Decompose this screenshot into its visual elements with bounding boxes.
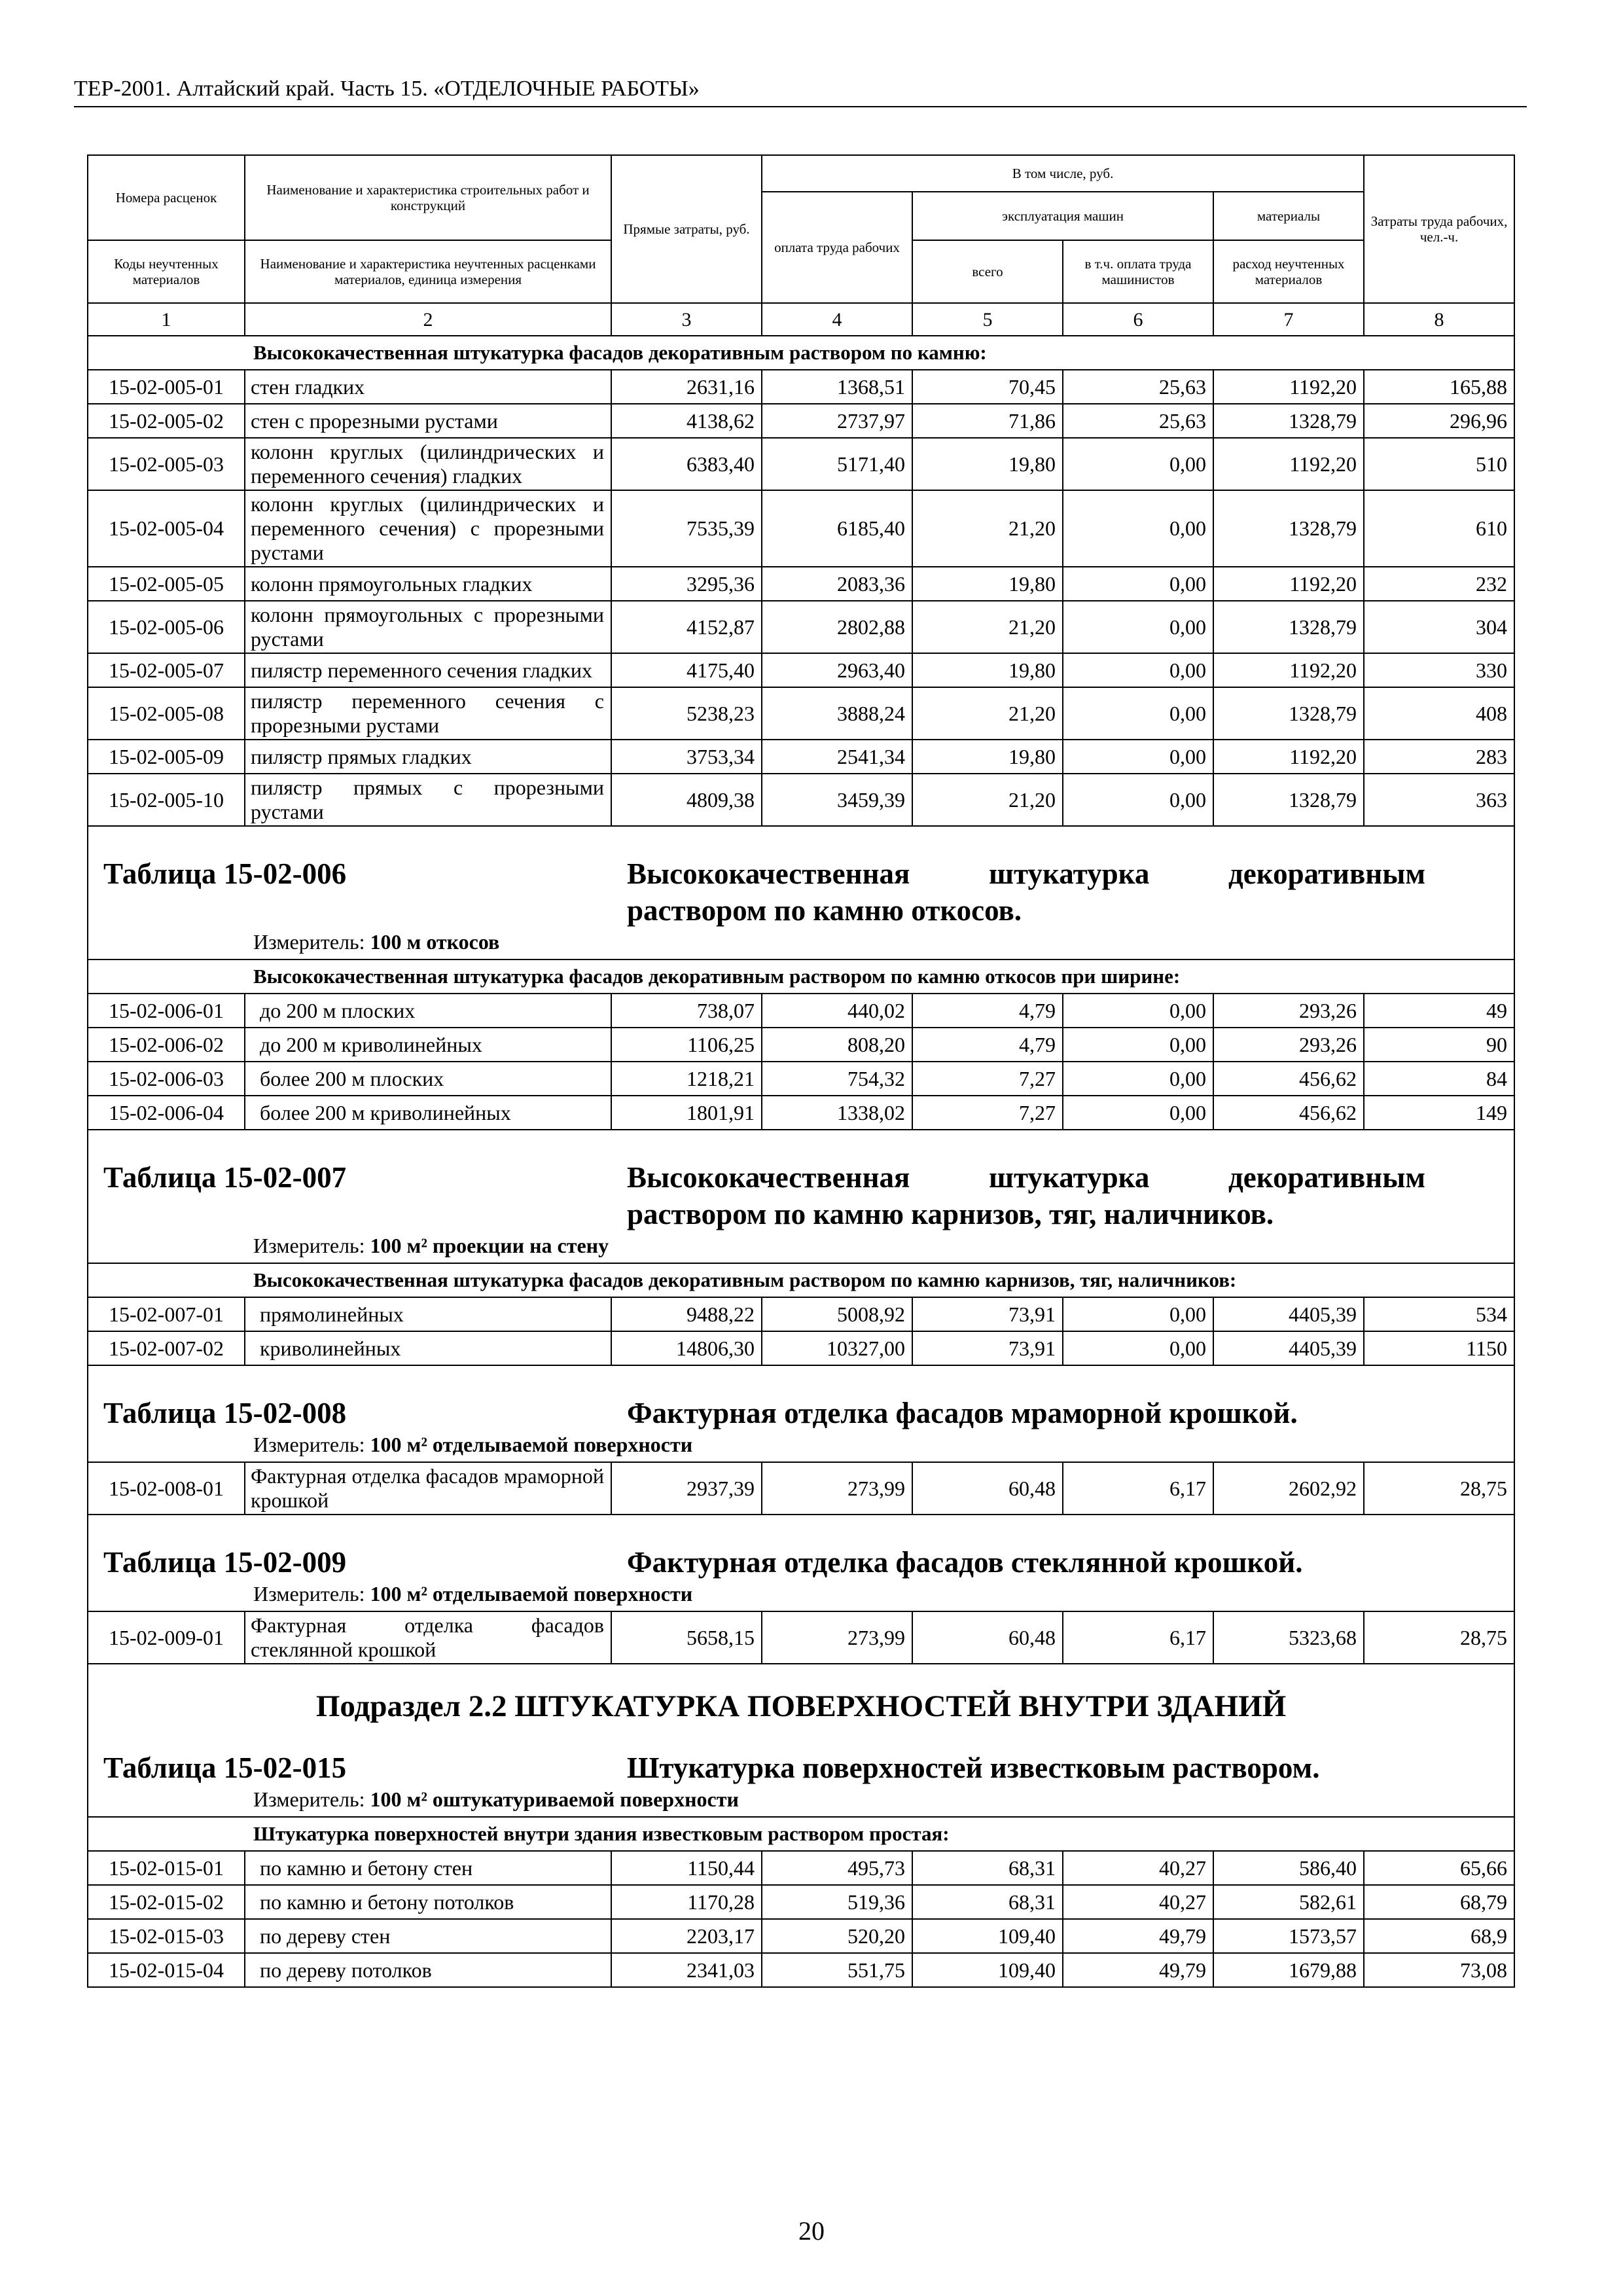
table-row xyxy=(88,370,1514,404)
col-number: 3 xyxy=(611,303,762,336)
measure-label: Измеритель: xyxy=(253,1234,365,1257)
value-c5: 19,80 xyxy=(912,740,1063,774)
value-c3: 2341,03 xyxy=(611,1953,762,1987)
value-c7: 1328,79 xyxy=(1213,601,1364,653)
value-c5: 21,20 xyxy=(912,774,1063,826)
value-c6: 0,00 xyxy=(1063,994,1213,1028)
col-header-machines-labor: в т.ч. оплата труда машинистов xyxy=(1063,240,1213,303)
value-c7: 586,40 xyxy=(1213,1851,1364,1885)
table-row xyxy=(88,687,1514,740)
rate-name: до 200 м криволинейных xyxy=(245,1028,611,1062)
rate-name: криволинейных xyxy=(245,1331,611,1365)
value-c3: 1150,44 xyxy=(611,1851,762,1885)
col-header-labor: оплата труда рабочих xyxy=(762,192,912,303)
col-header-machines-total: всего xyxy=(912,240,1063,303)
col-number: 7 xyxy=(1213,303,1364,336)
table-title xyxy=(88,1515,1514,1581)
rate-code: 15-02-005-10 xyxy=(88,774,245,826)
group-heading: Высококачественная штукатурка фасадов декоративным раствором по камню откосов при ширине: xyxy=(88,960,1514,994)
rate-name: по дереву стен xyxy=(245,1919,611,1953)
value-c5: 21,20 xyxy=(912,601,1063,653)
value-c8: 330 xyxy=(1364,653,1514,687)
value-c8: 510 xyxy=(1364,438,1514,490)
value-c4: 1338,02 xyxy=(762,1096,912,1130)
value-c7: 4405,39 xyxy=(1213,1297,1364,1331)
rate-code: 15-02-015-01 xyxy=(88,1851,245,1885)
table-row xyxy=(88,1297,1514,1331)
subsection-title: Подраздел 2.2 ШТУКАТУРКА ПОВЕРХНОСТЕЙ ВНУТРИ ЗДАНИЙ xyxy=(315,1689,1287,1723)
col-header-machines: эксплуатация машин xyxy=(912,192,1213,240)
col-header-labor-cost: Затраты труда рабочих, чел.-ч. xyxy=(1364,155,1514,303)
value-c8: 232 xyxy=(1364,567,1514,601)
table-name: Фактурная отделка фасадов мраморной крошкой. xyxy=(627,1397,1298,1429)
rate-name: колонн круглых (цилиндрических и переменного сечения) гладких xyxy=(245,438,611,490)
value-c5: 19,80 xyxy=(912,653,1063,687)
value-c3: 738,07 xyxy=(611,994,762,1028)
value-c3: 4809,38 xyxy=(611,774,762,826)
value-c8: 28,75 xyxy=(1364,1611,1514,1664)
rate-code: 15-02-006-03 xyxy=(88,1062,245,1096)
value-c8: 610 xyxy=(1364,490,1514,567)
value-c4: 495,73 xyxy=(762,1851,912,1885)
rate-name: до 200 м плоских xyxy=(245,994,611,1028)
value-c5: 73,91 xyxy=(912,1297,1063,1331)
value-c3: 3295,36 xyxy=(611,567,762,601)
rate-code: 15-02-007-02 xyxy=(88,1331,245,1365)
table-caption xyxy=(88,1130,1514,1263)
value-c4: 551,75 xyxy=(762,1953,912,1987)
col-header-name-unacc: Наименование и характеристика неучтенных расценками материалов, единица измерения xyxy=(245,240,611,303)
table-row xyxy=(88,1028,1514,1062)
value-c4: 2963,40 xyxy=(762,653,912,687)
value-c7: 1192,20 xyxy=(1213,740,1364,774)
group-row xyxy=(88,336,1514,370)
rate-code: 15-02-006-01 xyxy=(88,994,245,1028)
value-c8: 90 xyxy=(1364,1028,1514,1062)
value-c6: 40,27 xyxy=(1063,1885,1213,1919)
measure-value: 100 м откосов xyxy=(370,930,500,954)
value-c7: 293,26 xyxy=(1213,994,1364,1028)
value-c6: 0,00 xyxy=(1063,774,1213,826)
table-row xyxy=(88,567,1514,601)
rate-code: 15-02-005-08 xyxy=(88,687,245,740)
value-c8: 1150 xyxy=(1364,1331,1514,1365)
group-row xyxy=(88,1817,1514,1851)
value-c5: 109,40 xyxy=(912,1953,1063,1987)
rate-name: колонн круглых (цилиндрических и переменного сечения) с прорезными рустами xyxy=(245,490,611,567)
value-c5: 60,48 xyxy=(912,1611,1063,1664)
subsection-row xyxy=(88,1664,1514,1817)
value-c5: 60,48 xyxy=(912,1462,1063,1515)
table-name: Штукатурка поверхностей известковым раствором. xyxy=(627,1751,1320,1784)
col-header-incl: В том числе, руб. xyxy=(762,155,1364,192)
rate-name: колонн прямоугольных гладких xyxy=(245,567,611,601)
measure-unit xyxy=(88,1786,1514,1816)
rate-name: стен с прорезными рустами xyxy=(245,404,611,438)
value-c6: 0,00 xyxy=(1063,1096,1213,1130)
value-c3: 2937,39 xyxy=(611,1462,762,1515)
value-c3: 3753,34 xyxy=(611,740,762,774)
group-row xyxy=(88,960,1514,994)
rate-code: 15-02-005-05 xyxy=(88,567,245,601)
rate-name: прямолинейных xyxy=(245,1297,611,1331)
measure-unit xyxy=(88,929,1514,959)
table-row xyxy=(88,1462,1514,1515)
measure-label: Измеритель: xyxy=(253,1582,365,1605)
table-number: Таблица 15-02-009 xyxy=(103,1546,347,1579)
rate-name: по дереву потолков xyxy=(245,1953,611,1987)
rate-name: стен гладких xyxy=(245,370,611,404)
value-c7: 1573,57 xyxy=(1213,1919,1364,1953)
subsection-cell xyxy=(88,1664,1514,1817)
value-c7: 456,62 xyxy=(1213,1062,1364,1096)
value-c7: 1328,79 xyxy=(1213,490,1364,567)
measure-unit xyxy=(88,1431,1514,1462)
value-c3: 1218,21 xyxy=(611,1062,762,1096)
col-number: 8 xyxy=(1364,303,1514,336)
value-c8: 68,9 xyxy=(1364,1919,1514,1953)
measure-value: 100 м² проекции на стену xyxy=(370,1234,609,1257)
table-row xyxy=(88,1953,1514,1987)
value-c7: 582,61 xyxy=(1213,1885,1364,1919)
value-c6: 49,79 xyxy=(1063,1919,1213,1953)
table-number: Таблица 15-02-007 xyxy=(103,1161,347,1194)
group-row xyxy=(88,1263,1514,1297)
value-c4: 754,32 xyxy=(762,1062,912,1096)
col-header-code: Номера расценок xyxy=(88,155,245,240)
rate-name: пилястр переменного сечения с прорезными рустами xyxy=(245,687,611,740)
value-c4: 440,02 xyxy=(762,994,912,1028)
table-title xyxy=(88,1366,1514,1431)
rate-code: 15-02-005-02 xyxy=(88,404,245,438)
table-name: Высококачественная штукатурка декоративным раствором по камню карнизов, тяг, наличников. xyxy=(627,1161,1425,1230)
value-c4: 6185,40 xyxy=(762,490,912,567)
value-c5: 109,40 xyxy=(912,1919,1063,1953)
table-row xyxy=(88,438,1514,490)
value-c4: 3459,39 xyxy=(762,774,912,826)
value-c6: 0,00 xyxy=(1063,438,1213,490)
value-c7: 5323,68 xyxy=(1213,1611,1364,1664)
table-number: Таблица 15-02-006 xyxy=(103,857,347,890)
col-number: 6 xyxy=(1063,303,1213,336)
value-c4: 2083,36 xyxy=(762,567,912,601)
value-c6: 0,00 xyxy=(1063,490,1213,567)
value-c5: 19,80 xyxy=(912,438,1063,490)
value-c8: 28,75 xyxy=(1364,1462,1514,1515)
rate-code: 15-02-007-01 xyxy=(88,1297,245,1331)
rate-code: 15-02-015-04 xyxy=(88,1953,245,1987)
value-c6: 0,00 xyxy=(1063,687,1213,740)
value-c6: 0,00 xyxy=(1063,1331,1213,1365)
group-heading: Штукатурка поверхностей внутри здания известковым раствором простая: xyxy=(88,1817,1514,1851)
rate-code: 15-02-005-04 xyxy=(88,490,245,567)
value-c4: 3888,24 xyxy=(762,687,912,740)
value-c3: 9488,22 xyxy=(611,1297,762,1331)
table-title xyxy=(88,827,1514,929)
measure-label: Измеритель: xyxy=(253,1787,365,1811)
rate-code: 15-02-005-06 xyxy=(88,601,245,653)
value-c4: 519,36 xyxy=(762,1885,912,1919)
value-c7: 1192,20 xyxy=(1213,653,1364,687)
measure-label: Измеритель: xyxy=(253,1433,365,1456)
value-c6: 49,79 xyxy=(1063,1953,1213,1987)
value-c4: 5171,40 xyxy=(762,438,912,490)
rate-name: более 200 м плоских xyxy=(245,1062,611,1096)
col-number: 5 xyxy=(912,303,1063,336)
table-row xyxy=(88,774,1514,826)
value-c3: 5238,23 xyxy=(611,687,762,740)
table-row xyxy=(88,490,1514,567)
value-c7: 293,26 xyxy=(1213,1028,1364,1062)
table-row xyxy=(88,1062,1514,1096)
value-c6: 0,00 xyxy=(1063,1028,1213,1062)
value-c4: 2802,88 xyxy=(762,601,912,653)
rate-name: пилястр прямых с прорезными рустами xyxy=(245,774,611,826)
value-c6: 25,63 xyxy=(1063,370,1213,404)
measure-value: 100 м² оштукатуриваемой поверхности xyxy=(370,1787,739,1811)
table-row xyxy=(88,1096,1514,1130)
rate-name: более 200 м криволинейных xyxy=(245,1096,611,1130)
value-c7: 1192,20 xyxy=(1213,567,1364,601)
value-c8: 84 xyxy=(1364,1062,1514,1096)
col-number: 4 xyxy=(762,303,912,336)
running-header: ТЕР-2001. Алтайский край. Часть 15. «ОТДЕЛОЧНЫЕ РАБОТЫ» xyxy=(74,77,700,101)
value-c4: 2541,34 xyxy=(762,740,912,774)
table-row xyxy=(88,653,1514,687)
group-heading: Высококачественная штукатурка фасадов декоративным раствором по камню карнизов, тяг, наличников: xyxy=(88,1263,1514,1297)
rate-code: 15-02-009-01 xyxy=(88,1611,245,1664)
table-caption-row xyxy=(88,1130,1514,1263)
header-rule xyxy=(74,106,1527,107)
value-c8: 68,79 xyxy=(1364,1885,1514,1919)
value-c8: 304 xyxy=(1364,601,1514,653)
rate-code: 15-02-005-09 xyxy=(88,740,245,774)
rate-code: 15-02-005-01 xyxy=(88,370,245,404)
table-caption xyxy=(88,826,1514,960)
value-c5: 21,20 xyxy=(912,490,1063,567)
rate-name: Фактурная отделка фасадов стеклянной крошкой xyxy=(245,1611,611,1664)
rate-code: 15-02-015-03 xyxy=(88,1919,245,1953)
value-c5: 73,91 xyxy=(912,1331,1063,1365)
value-c6: 0,00 xyxy=(1063,567,1213,601)
col-header-materials-unacc: расход неучтенных материалов xyxy=(1213,240,1364,303)
table-row xyxy=(88,1919,1514,1953)
value-c5: 70,45 xyxy=(912,370,1063,404)
value-c3: 14806,30 xyxy=(611,1331,762,1365)
value-c4: 10327,00 xyxy=(762,1331,912,1365)
value-c7: 2602,92 xyxy=(1213,1462,1364,1515)
column-numbers-row xyxy=(88,303,1514,336)
table-caption-row xyxy=(88,826,1514,960)
value-c4: 1368,51 xyxy=(762,370,912,404)
group-heading: Высококачественная штукатурка фасадов декоративным раствором по камню: xyxy=(88,336,1514,370)
value-c8: 65,66 xyxy=(1364,1851,1514,1885)
value-c6: 0,00 xyxy=(1063,1062,1213,1096)
measure-value: 100 м² отделываемой поверхности xyxy=(370,1582,693,1605)
value-c6: 0,00 xyxy=(1063,740,1213,774)
value-c4: 5008,92 xyxy=(762,1297,912,1331)
rate-code: 15-02-006-02 xyxy=(88,1028,245,1062)
value-c5: 71,86 xyxy=(912,404,1063,438)
value-c6: 0,00 xyxy=(1063,601,1213,653)
col-number: 2 xyxy=(245,303,611,336)
value-c7: 456,62 xyxy=(1213,1096,1364,1130)
col-header-code-unacc: Коды неучтенных материалов xyxy=(88,240,245,303)
table-caption-row xyxy=(88,1515,1514,1611)
rate-code: 15-02-008-01 xyxy=(88,1462,245,1515)
value-c3: 4152,87 xyxy=(611,601,762,653)
value-c6: 6,17 xyxy=(1063,1611,1213,1664)
table-caption-row xyxy=(88,1365,1514,1462)
table-number: Таблица 15-02-015 xyxy=(103,1751,347,1784)
rate-name: пилястр переменного сечения гладких xyxy=(245,653,611,687)
table-title xyxy=(88,1130,1514,1232)
value-c7: 1328,79 xyxy=(1213,774,1364,826)
value-c5: 68,31 xyxy=(912,1885,1063,1919)
table-row xyxy=(88,1851,1514,1885)
rates-table-frame xyxy=(87,154,1514,1988)
value-c7: 1328,79 xyxy=(1213,687,1364,740)
value-c3: 1170,28 xyxy=(611,1885,762,1919)
table-number: Таблица 15-02-008 xyxy=(103,1397,347,1429)
value-c7: 1192,20 xyxy=(1213,438,1364,490)
value-c8: 296,96 xyxy=(1364,404,1514,438)
value-c5: 4,79 xyxy=(912,1028,1063,1062)
page-number: 20 xyxy=(798,2216,825,2246)
value-c8: 363 xyxy=(1364,774,1514,826)
col-header-materials: материалы xyxy=(1213,192,1364,240)
value-c8: 149 xyxy=(1364,1096,1514,1130)
value-c8: 283 xyxy=(1364,740,1514,774)
rate-name: по камню и бетону потолков xyxy=(245,1885,611,1919)
value-c4: 520,20 xyxy=(762,1919,912,1953)
value-c7: 4405,39 xyxy=(1213,1331,1364,1365)
col-header-direct: Прямые затраты, руб. xyxy=(611,155,762,303)
table-name: Высококачественная штукатурка декоративным раствором по камню откосов. xyxy=(627,857,1425,927)
col-header-name: Наименование и характеристика строительных работ и конструкций xyxy=(245,155,611,240)
value-c8: 534 xyxy=(1364,1297,1514,1331)
value-c3: 6383,40 xyxy=(611,438,762,490)
table-title xyxy=(88,1725,1514,1786)
table-caption xyxy=(88,1365,1514,1462)
value-c8: 165,88 xyxy=(1364,370,1514,404)
value-c6: 40,27 xyxy=(1063,1851,1213,1885)
rate-code: 15-02-005-03 xyxy=(88,438,245,490)
table-name: Фактурная отделка фасадов стеклянной крошкой. xyxy=(627,1546,1303,1579)
rate-code: 15-02-005-07 xyxy=(88,653,245,687)
value-c3: 4138,62 xyxy=(611,404,762,438)
value-c5: 19,80 xyxy=(912,567,1063,601)
table-row xyxy=(88,994,1514,1028)
value-c4: 273,99 xyxy=(762,1462,912,1515)
measure-label: Измеритель: xyxy=(253,930,365,954)
measure-unit xyxy=(88,1232,1514,1263)
col-number: 1 xyxy=(88,303,245,336)
value-c4: 2737,97 xyxy=(762,404,912,438)
value-c3: 1106,25 xyxy=(611,1028,762,1062)
table-row xyxy=(88,1331,1514,1365)
rate-name: колонн прямоугольных с прорезными рустами xyxy=(245,601,611,653)
value-c6: 0,00 xyxy=(1063,653,1213,687)
value-c5: 7,27 xyxy=(912,1062,1063,1096)
value-c3: 7535,39 xyxy=(611,490,762,567)
table-caption xyxy=(88,1515,1514,1611)
value-c3: 2631,16 xyxy=(611,370,762,404)
value-c4: 273,99 xyxy=(762,1611,912,1664)
value-c7: 1192,20 xyxy=(1213,370,1364,404)
value-c6: 0,00 xyxy=(1063,1297,1213,1331)
value-c8: 49 xyxy=(1364,994,1514,1028)
table-row xyxy=(88,601,1514,653)
value-c7: 1328,79 xyxy=(1213,404,1364,438)
value-c6: 6,17 xyxy=(1063,1462,1213,1515)
rate-code: 15-02-015-02 xyxy=(88,1885,245,1919)
table-row xyxy=(88,1885,1514,1919)
value-c5: 68,31 xyxy=(912,1851,1063,1885)
value-c7: 1679,88 xyxy=(1213,1953,1364,1987)
value-c8: 408 xyxy=(1364,687,1514,740)
value-c5: 4,79 xyxy=(912,994,1063,1028)
rate-name: по камню и бетону стен xyxy=(245,1851,611,1885)
value-c3: 2203,17 xyxy=(611,1919,762,1953)
table-row xyxy=(88,1611,1514,1664)
value-c8: 73,08 xyxy=(1364,1953,1514,1987)
value-c4: 808,20 xyxy=(762,1028,912,1062)
table-row xyxy=(88,740,1514,774)
value-c5: 7,27 xyxy=(912,1096,1063,1130)
value-c3: 5658,15 xyxy=(611,1611,762,1664)
table-row xyxy=(88,404,1514,438)
measure-unit xyxy=(88,1581,1514,1611)
value-c5: 21,20 xyxy=(912,687,1063,740)
rate-code: 15-02-006-04 xyxy=(88,1096,245,1130)
value-c3: 1801,91 xyxy=(611,1096,762,1130)
rate-name: Фактурная отделка фасадов мраморной крошкой xyxy=(245,1462,611,1515)
measure-value: 100 м² отделываемой поверхности xyxy=(370,1433,693,1456)
rates-table xyxy=(87,154,1515,1988)
rate-name: пилястр прямых гладких xyxy=(245,740,611,774)
value-c3: 4175,40 xyxy=(611,653,762,687)
value-c6: 25,63 xyxy=(1063,404,1213,438)
